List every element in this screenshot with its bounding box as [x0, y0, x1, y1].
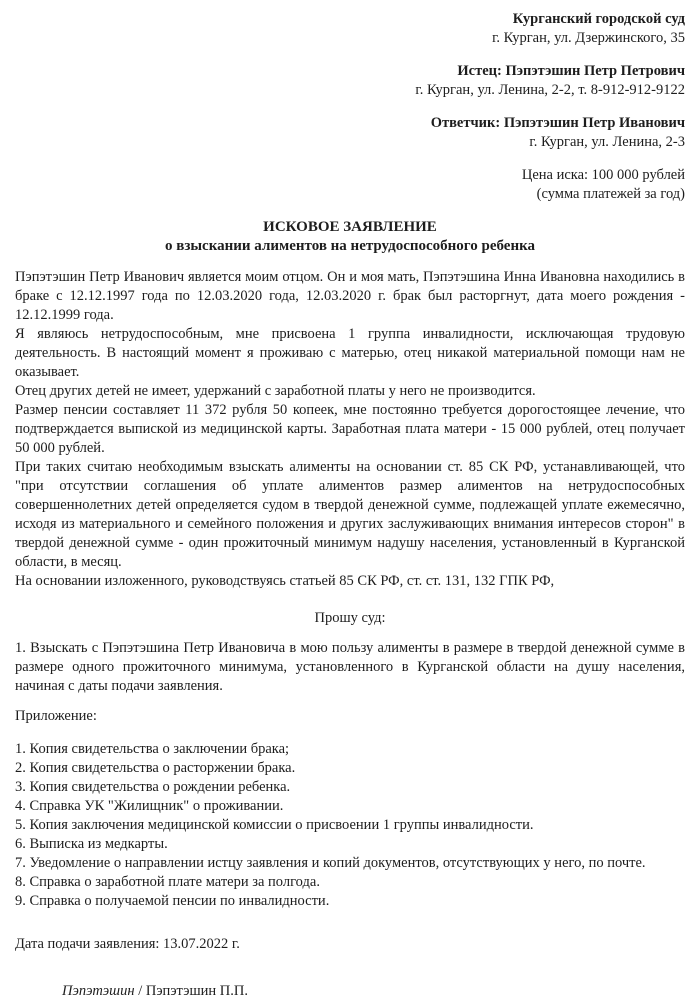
filing-date: Дата подачи заявления: 13.07.2022 г. — [15, 936, 240, 952]
attachment-item: 8. Справка о заработной плате матери за полгода. — [15, 874, 320, 890]
statement-body — [15, 268, 685, 591]
attachment-item: 1. Копия свидетельства о заключении брака; — [15, 741, 290, 757]
attachment-item: 2. Копия свидетельства о расторжении брака. — [15, 760, 296, 776]
request-paragraph: 1. Взыскать с Пэпэтэшина Петр Ивановича в мою пользу алименты в размере в твердой денежной сумме в размере одного прожиточного минимума, установленного в Курганской области на душу населения, начиная с даты подачи заявления. — [15, 640, 685, 694]
attachment-item: 9. Справка о получаемой пенсии по инвалидности. — [15, 893, 330, 909]
claim-price-note: (сумма платежей за год) — [536, 186, 685, 202]
court-name: Курганский городской суд — [512, 11, 685, 27]
body-paragraph: Размер пенсии составляет 11 372 рубля 50 копеек, мне постоянно требуется дорогостоящее лечение, что подтверждается выпиской из медицинской карты. Заработная плата матери - 15 000 рублей, отец получает 50 000 рублей. — [15, 402, 685, 456]
title-line-2: о взыскании алиментов на нетрудоспособного ребенка — [164, 238, 536, 254]
body-paragraph: Я являюсь нетрудоспособным, мне присвоена 1 группа инвалидности, исключающая трудовую деятельность. В настоящий момент я проживаю с матерью, отец никакой материальной помощи нам не оказывает. — [15, 326, 685, 380]
attachment-item: 7. Уведомление о направлении истцу заявления и копий документов, отсутствующих у него, по почте. — [15, 855, 646, 871]
title-line-1: ИСКОВОЕ ЗАЯВЛЕНИЕ — [263, 219, 437, 235]
body-paragraph: На основании изложенного, руководствуясь статьей 85 СК РФ, ст. ст. 131, 132 ГПК РФ, — [15, 573, 555, 589]
court-block — [15, 10, 685, 48]
attachment-item: 4. Справка УК "Жилищник" о проживании. — [15, 798, 284, 814]
attachment-item: 6. Выписка из медкарты. — [15, 836, 168, 852]
body-paragraph: При таких считаю необходимым взыскать алименты на основании ст. 85 СК РФ, устанавливающей, что "при отсутствии соглашения об уплате алиментов размер алиментов на нетрудоспособных совершеннолетних детей определяется судом в твердой денежной сумме, подлежащей уплате ежемесячно, исходя из материального и семейного положения и других заслуживающих внимания интересов сторон" в твердой денежной сумме - один прожиточный минимум надушу населения, установленный в Курганской области, в месяц. — [15, 459, 685, 570]
attachment-item: 5. Копия заключения медицинской комиссии о присвоении 1 группы инвалидности. — [15, 817, 534, 833]
plaintiff-name: Истец: Пэпэтэшин Петр Петрович — [457, 63, 685, 79]
signature-separator: / — [134, 983, 146, 999]
defendant-name: Ответчик: Пэпэтэшин Петр Иванович — [430, 115, 685, 131]
document-header — [15, 10, 685, 204]
claim-price-block — [15, 166, 685, 204]
attachments-heading: Приложение: — [15, 708, 97, 724]
defendant-address: г. Курган, ул. Ленина, 2-3 — [529, 134, 685, 150]
signature-printed: Пэпэтэшин П.П. — [145, 983, 248, 999]
court-address: г. Курган, ул. Дзержинского, 35 — [492, 30, 685, 46]
signature-handwritten: Пэпэтэшин — [62, 983, 135, 999]
attachment-item: 3. Копия свидетельства о рождении ребенка. — [15, 779, 291, 795]
plaintiff-address: г. Курган, ул. Ленина, 2-2, т. 8-912-912-9122 — [415, 82, 685, 98]
claim-price-line: Цена иска: 100 000 рублей — [521, 167, 685, 183]
document-title — [15, 218, 685, 256]
body-paragraph: Отец других детей не имеет, удержаний с заработной платы у него не производится. — [15, 383, 536, 399]
defendant-block — [15, 114, 685, 152]
request-heading: Прошу суд: — [314, 610, 386, 626]
attachments-list — [15, 740, 685, 911]
body-paragraph: Пэпэтэшин Петр Иванович является моим отцом. Он и моя мать, Пэпэтэшина Инна Ивановна находились в браке с 12.12.1997 года по 12.03.2020 года, 12.03.2020 г. брак был расторгнут, дата моего рождения - 12.12.1999 года. — [15, 269, 685, 323]
plaintiff-block — [15, 62, 685, 100]
signature-line — [15, 982, 685, 1001]
